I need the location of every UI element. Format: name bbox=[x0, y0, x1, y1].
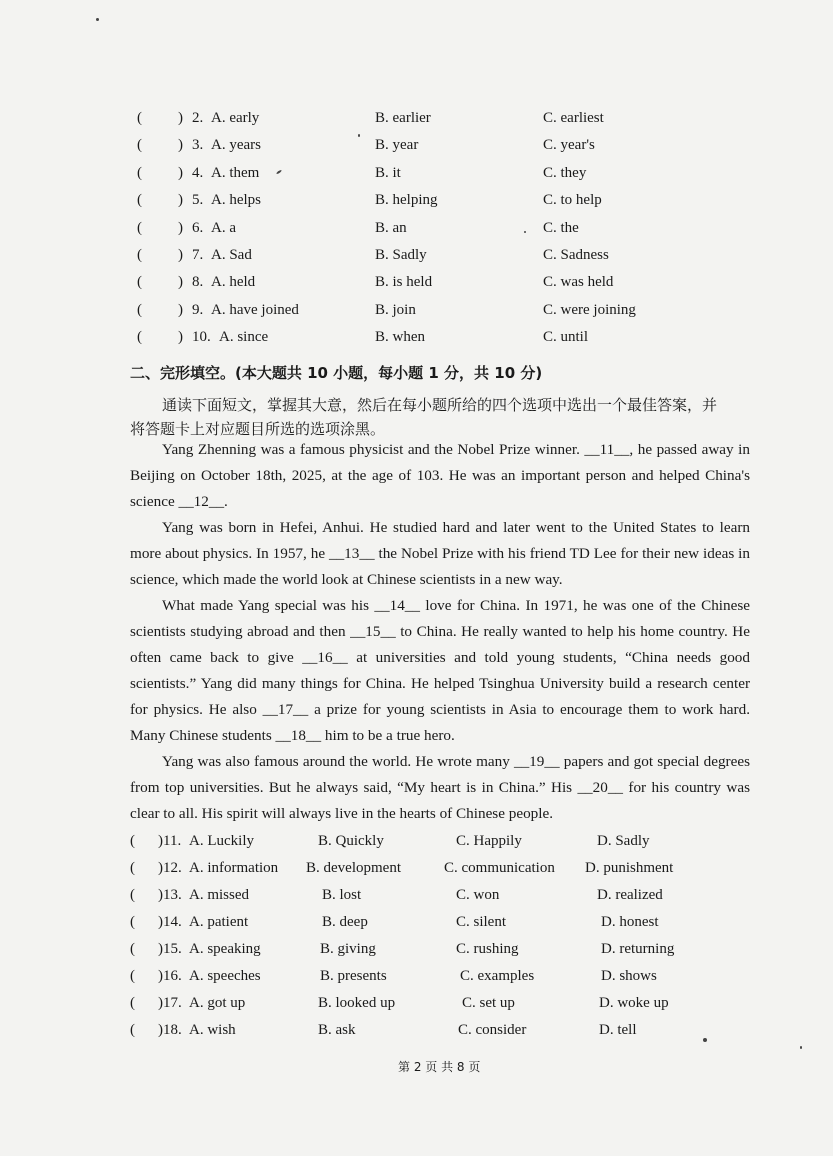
scan-speck bbox=[703, 1038, 707, 1042]
passage bbox=[130, 437, 750, 827]
scan-speck bbox=[358, 134, 360, 137]
option-c: C. Happily bbox=[456, 833, 522, 849]
option-c: C. silent bbox=[456, 914, 507, 930]
answer-paren-open: ( bbox=[137, 247, 142, 263]
answer-paren-close: ) bbox=[178, 164, 183, 181]
option-a: A. patient bbox=[189, 914, 249, 930]
option-b: B. it bbox=[375, 164, 401, 181]
option-b: B. Sadly bbox=[375, 247, 427, 263]
option-a: A. information bbox=[189, 860, 279, 876]
answer-paren-close: ) bbox=[178, 329, 183, 346]
option-c: C. examples bbox=[460, 968, 535, 984]
answer-paren-close: ) bbox=[158, 914, 163, 930]
answer-paren-open: ( bbox=[130, 860, 135, 876]
option-b: B. giving bbox=[320, 941, 376, 957]
option-a: A. early bbox=[211, 110, 260, 126]
option-c: C. rushing bbox=[456, 941, 519, 957]
option-b: B. presents bbox=[320, 968, 387, 984]
answer-paren-close: ) bbox=[158, 968, 163, 984]
option-c: C. was held bbox=[543, 274, 614, 291]
question-number: 9. bbox=[192, 301, 204, 318]
answer-paren-close: ) bbox=[158, 995, 163, 1011]
answer-paren-open: ( bbox=[130, 914, 135, 930]
question-number: 17. bbox=[163, 995, 182, 1011]
question-number: 3. bbox=[192, 137, 204, 154]
answer-paren-open: ( bbox=[130, 995, 135, 1011]
answer-paren-close: ) bbox=[178, 301, 183, 318]
option-d: D. honest bbox=[601, 914, 659, 930]
option-b: B. ask bbox=[318, 1022, 356, 1038]
option-b: B. earlier bbox=[375, 110, 431, 126]
answer-paren-close: ) bbox=[178, 192, 183, 209]
option-d: D. woke up bbox=[599, 995, 669, 1011]
question-number: 11. bbox=[163, 833, 182, 849]
passage-paragraph: What made Yang special was his __14__ love for China. In 1971, he was one of the Chinese scientists studying abroad and then __15__ to China. He really wanted to help his home country. He often came back to give __16__ at universities and told young students, “China needs good scientists.” Yang did many things for China. He helped Tsinghua University build a research center for physics. He also __17__ a prize for young scientists in Asia to encourage them to work hard. Many Chinese students __18__ him to be a true hero. bbox=[130, 597, 750, 744]
option-d: D. realized bbox=[597, 887, 663, 903]
answer-paren-open: ( bbox=[137, 137, 142, 154]
option-a: A. them bbox=[211, 164, 260, 181]
answer-paren-close: ) bbox=[178, 219, 183, 236]
answer-paren-open: ( bbox=[137, 301, 142, 318]
question-number: 16. bbox=[163, 968, 182, 984]
option-a: A. wish bbox=[189, 1022, 236, 1038]
option-a: A. helps bbox=[211, 192, 261, 209]
option-c: C. won bbox=[456, 887, 500, 903]
option-d: D. shows bbox=[601, 968, 657, 984]
question-number: 10. bbox=[192, 329, 211, 346]
question-number: 2. bbox=[192, 110, 204, 126]
option-a: A. held bbox=[211, 274, 256, 291]
answer-paren-open: ( bbox=[130, 968, 135, 984]
option-b: B. an bbox=[375, 219, 407, 236]
option-b: B. year bbox=[375, 137, 419, 154]
answer-paren-open: ( bbox=[137, 164, 142, 181]
question-number: 14. bbox=[163, 914, 182, 930]
passage-paragraph: Yang Zhenning was a famous physicist and the Nobel Prize winner. __11__, he passed away in Beijing on October 18th, 2025, at the age of 103. He was an important person and helped China's science __12__. bbox=[130, 441, 750, 510]
option-a: A. missed bbox=[189, 887, 249, 903]
question-number: 4. bbox=[192, 164, 204, 181]
answer-paren-open: ( bbox=[137, 219, 142, 236]
option-c: C. consider bbox=[458, 1022, 527, 1038]
option-b: B. lost bbox=[322, 887, 362, 903]
option-a: A. years bbox=[211, 137, 261, 154]
question-number: 6. bbox=[192, 219, 204, 236]
option-a: A. Sad bbox=[211, 247, 252, 263]
option-c: C. to help bbox=[543, 192, 602, 209]
option-a: A. have joined bbox=[211, 301, 299, 318]
answer-paren-close: ) bbox=[158, 1022, 163, 1038]
option-a: A. since bbox=[219, 329, 269, 346]
question-number: 18. bbox=[163, 1022, 182, 1038]
option-a: A. speaking bbox=[189, 941, 261, 957]
answer-paren-open: ( bbox=[130, 1022, 135, 1038]
option-b: B. when bbox=[375, 329, 425, 346]
option-d: D. returning bbox=[601, 941, 675, 957]
scan-speck bbox=[276, 169, 282, 174]
answer-paren-close: ) bbox=[178, 137, 183, 154]
page-number: 第 2 页 共 8 页 bbox=[398, 1060, 481, 1074]
answer-paren-close: ) bbox=[178, 274, 183, 291]
option-d: D. Sadly bbox=[597, 833, 650, 849]
passage-paragraph: Yang was also famous around the world. He wrote many __19__ papers and got special degrees from top universities. But he always said, “My heart is in China.” His __20__ for his country was clear to all. His spirit will always live in the hearts of Chinese people. bbox=[130, 753, 750, 822]
passage-paragraph: Yang was born in Hefei, Anhui. He studied hard and later went to the United States to learn more about physics. In 1957, he __13__ the Nobel Prize with his friend TD Lee for their new ideas in science, which made the world look at Chinese scientists in a new way. bbox=[130, 519, 750, 588]
option-d: D. punishment bbox=[585, 860, 674, 876]
question-number: 7. bbox=[192, 247, 204, 263]
answer-paren-close: ) bbox=[178, 247, 183, 263]
option-c: C. the bbox=[543, 219, 579, 236]
answer-paren-open: ( bbox=[137, 110, 142, 126]
scan-speck bbox=[96, 18, 99, 21]
option-b: B. Quickly bbox=[318, 833, 384, 849]
scan-speck bbox=[524, 231, 526, 233]
answer-paren-close: ) bbox=[158, 833, 163, 849]
option-c: C. were joining bbox=[543, 301, 636, 318]
instruction-line-2: 将答题卡上对应题目所选的选项涂黑。 bbox=[130, 420, 386, 438]
option-c: C. they bbox=[543, 164, 587, 181]
option-b: B. join bbox=[375, 301, 416, 318]
answer-paren-open: ( bbox=[137, 274, 142, 291]
answer-paren-close: ) bbox=[158, 941, 163, 957]
option-b: B. is held bbox=[375, 274, 433, 291]
answer-paren-close: ) bbox=[158, 860, 163, 876]
option-c: C. communication bbox=[444, 860, 555, 876]
question-number: 12. bbox=[163, 860, 182, 876]
section-heading: 二、完形填空。(本大题共 10 小题，每小题 1 分，共 10 分) bbox=[130, 364, 543, 382]
answer-paren-open: ( bbox=[137, 329, 142, 346]
question-number: 13. bbox=[163, 887, 182, 903]
option-c: C. until bbox=[543, 329, 589, 346]
option-c: C. year's bbox=[543, 137, 595, 154]
option-c: C. Sadness bbox=[543, 247, 609, 263]
question-number: 5. bbox=[192, 192, 204, 209]
option-a: A. a bbox=[211, 219, 236, 236]
option-a: A. speeches bbox=[189, 968, 261, 984]
question-number: 8. bbox=[192, 274, 204, 291]
answer-paren-open: ( bbox=[137, 192, 142, 209]
answer-paren-open: ( bbox=[130, 941, 135, 957]
option-b: B. looked up bbox=[318, 995, 396, 1011]
option-b: B. deep bbox=[322, 914, 368, 930]
answer-paren-open: ( bbox=[130, 833, 135, 849]
instruction-line-1: 通读下面短文，掌握其大意，然后在每小题所给的四个选项中选出一个最佳答案，并 bbox=[162, 396, 718, 414]
question-number: 15. bbox=[163, 941, 182, 957]
option-d: D. tell bbox=[599, 1022, 637, 1038]
answer-paren-open: ( bbox=[130, 887, 135, 903]
option-b: B. helping bbox=[375, 192, 438, 209]
answer-paren-close: ) bbox=[178, 110, 183, 126]
option-c: C. earliest bbox=[543, 110, 604, 126]
answer-paren-close: ) bbox=[158, 887, 163, 903]
option-a: A. Luckily bbox=[189, 833, 254, 849]
scan-speck bbox=[800, 1046, 802, 1049]
option-b: B. development bbox=[306, 860, 401, 876]
option-a: A. got up bbox=[189, 995, 246, 1011]
option-c: C. set up bbox=[462, 995, 515, 1011]
